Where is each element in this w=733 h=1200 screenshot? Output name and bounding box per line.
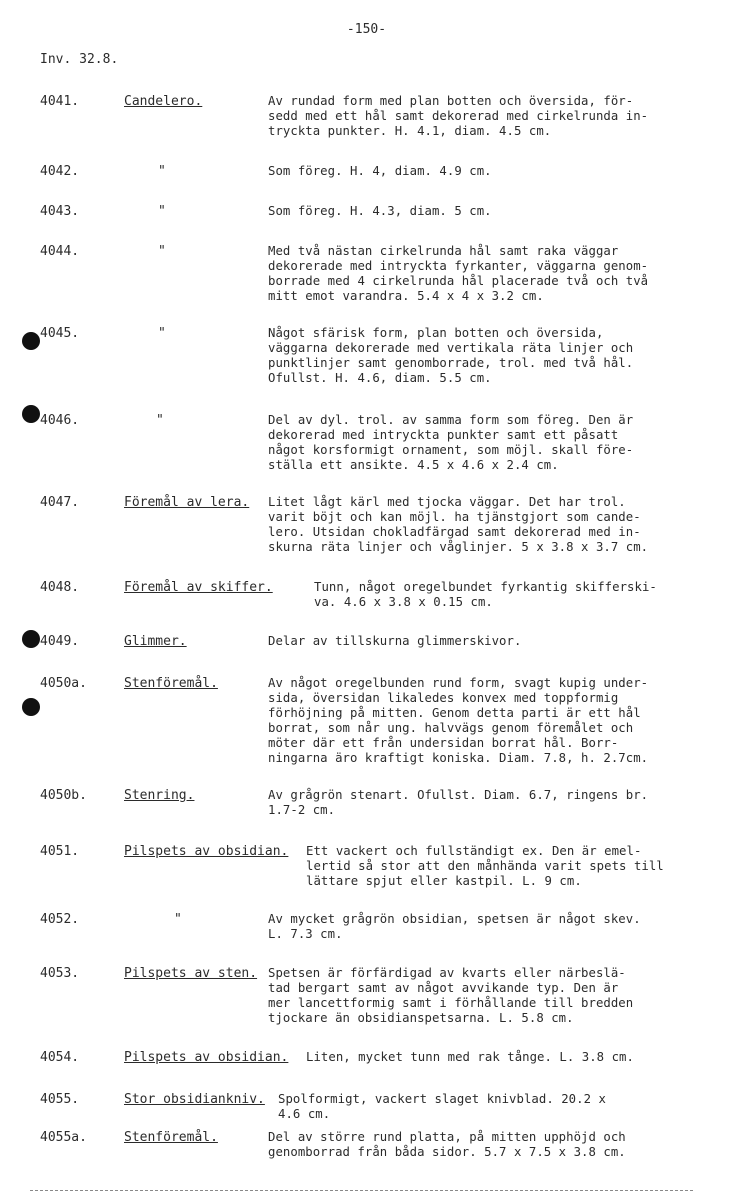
entry-number: 4052. xyxy=(40,912,80,927)
entry-number: 4041. xyxy=(40,94,80,109)
entry-number: 4048. xyxy=(40,580,80,595)
entry-title: Pilspets av obsidian. xyxy=(124,844,289,859)
ditto-mark: " xyxy=(156,413,164,428)
entry-description: Del av dyl. trol. av samma form som föreg. Den är dekorerad med intryckta punkter samt ett påsatt något korsformigt ornament, som möjl. skall före- ställa ett ansikte. 4.5 x 4.6 x 2.4 cm. xyxy=(268,413,634,472)
inventory-reference: Inv. 32.8. xyxy=(40,52,119,67)
punch-hole xyxy=(22,698,40,716)
entry-number: 4050b. xyxy=(40,788,87,803)
entry-title: Stor obsidiankniv. xyxy=(124,1092,265,1107)
ditto-mark: " xyxy=(174,912,182,927)
entry-number: 4043. xyxy=(40,204,80,219)
entry-number: 4055. xyxy=(40,1092,80,1107)
entry-description: Som föreg. H. 4.3, diam. 5 cm. xyxy=(268,204,492,218)
entry-description: Av grågrön stenart. Ofullst. Diam. 6.7, ringens br. 1.7-2 cm. xyxy=(268,788,649,817)
entry-description: Ett vackert och fullständigt ex. Den är emel- lertid så stor att den månhända varit spets till lättare spjut eller kastpil. L. 9 cm. xyxy=(306,844,664,888)
entry-title: Stenföremål. xyxy=(124,676,218,691)
ditto-mark: " xyxy=(158,204,166,219)
ditto-mark: " xyxy=(158,244,166,259)
entry-description: Del av större rund platta, på mitten upphöjd och genomborrad från båda sidor. 5.7 x 7.5 x 3.8 cm. xyxy=(268,1130,626,1159)
entry-description: Liten, mycket tunn med rak tånge. L. 3.8 cm. xyxy=(306,1050,634,1064)
ditto-mark: " xyxy=(158,164,166,179)
entry-title: Föremål av skiffer. xyxy=(124,580,273,595)
entry-description: Spetsen är förfärdigad av kvarts eller närbeslä- tad bergart samt av något avvikande typ. Den är mer lancettformig samt i förhållande till bredden tjockare än obsidianspetsarna. L. 5.8 cm. xyxy=(268,966,634,1025)
entry-number: 4053. xyxy=(40,966,80,981)
page-bottom-edge xyxy=(30,1190,693,1191)
entry-title: Pilspets av sten. xyxy=(124,966,258,981)
entry-number: 4045. xyxy=(40,326,80,341)
entry-number: 4042. xyxy=(40,164,80,179)
entry-description: Litet lågt kärl med tjocka väggar. Det har trol. varit böjt och kan möjl. ha tjänstgjort som cande- lero. Utsidan chokladfärgad samt dekorerad med in- skurna räta linjer och våglinjer. 5 x 3.8 x 3.7 cm. xyxy=(268,495,649,554)
entry-number: 4054. xyxy=(40,1050,80,1065)
entry-title: Candelero. xyxy=(124,94,203,109)
entry-description: Med två nästan cirkelrunda hål samt raka väggar dekorerade med intryckta fyrkanter, väggarna genom- borrade med 4 cirkelrunda hål placerade två och två mitt emot varandra. 5.4 x 4 x 3.2 cm. xyxy=(268,244,649,303)
entry-description: Av något oregelbunden rund form, svagt kupig under- sida, översidan likaledes konvex med toppformig förhöjning på mitten. Genom detta parti är ett hål borrat, som når ung. halvvägs genom föremålet och möter där ett från undersidan borrat hål. Borr- ningarna äro kraftigt koniska. Diam. 7.8, h. 2.7cm. xyxy=(268,676,649,765)
entry-description: Som föreg. H. 4, diam. 4.9 cm. xyxy=(268,164,492,178)
ditto-mark: " xyxy=(158,326,166,341)
entry-number: 4049. xyxy=(40,634,80,649)
punch-hole xyxy=(22,405,40,423)
entry-number: 4044. xyxy=(40,244,80,259)
entry-number: 4047. xyxy=(40,495,80,510)
entry-description: Av rundad form med plan botten och översida, för- sedd med ett hål samt dekorerad med cirkelrunda in- tryckta punkter. H. 4.1, diam. 4.5 cm. xyxy=(268,94,649,138)
entry-title: Stenring. xyxy=(124,788,195,803)
entry-description: Något sfärisk form, plan botten och översida, väggarna dekorerade med vertikala räta linjer och punktlinjer samt genomborrade, trol. med två hål. Ofullst. H. 4.6, diam. 5.5 cm. xyxy=(268,326,634,385)
punch-hole xyxy=(22,332,40,350)
punch-hole xyxy=(22,630,40,648)
entry-title: Stenföremål. xyxy=(124,1130,218,1145)
entry-description: Av mycket grågrön obsidian, spetsen är något skev. L. 7.3 cm. xyxy=(268,912,641,941)
page-number: -150- xyxy=(346,22,387,37)
entry-description: Delar av tillskurna glimmerskivor. xyxy=(268,634,522,648)
entry-number: 4050a. xyxy=(40,676,87,691)
entry-number: 4046. xyxy=(40,413,80,428)
entry-number: 4051. xyxy=(40,844,80,859)
entry-title: Föremål av lera. xyxy=(124,495,250,510)
entry-title: Pilspets av obsidian. xyxy=(124,1050,289,1065)
entry-description: Spolformigt, vackert slaget knivblad. 20.2 x 4.6 cm. xyxy=(278,1092,606,1121)
entry-title: Glimmer. xyxy=(124,634,187,649)
entry-description: Tunn, något oregelbundet fyrkantig skifferski- va. 4.6 x 3.8 x 0.15 cm. xyxy=(314,580,657,609)
entry-number: 4055a. xyxy=(40,1130,87,1145)
